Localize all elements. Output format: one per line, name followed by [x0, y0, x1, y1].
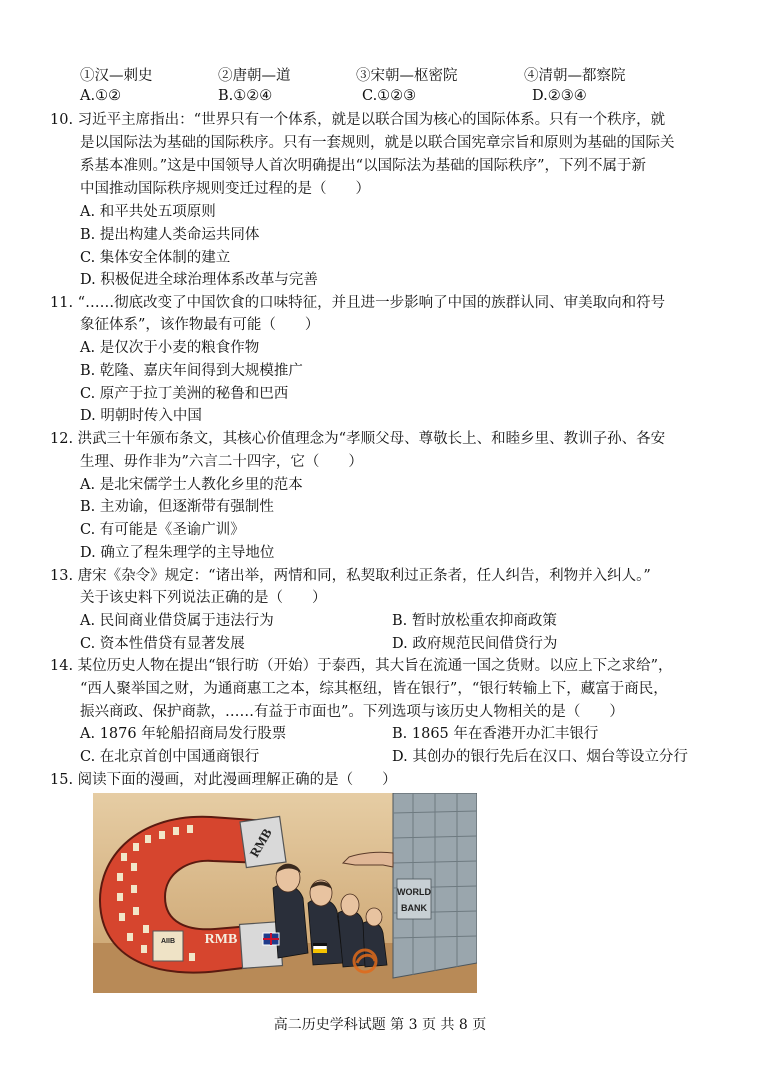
q11-stem-line-2: 象征体系”，该作物最有可能（ ） — [80, 317, 320, 333]
q10-stem-line-3: 系基本准则。”这是中国领导人首次明确提出“以国际法为基础的国际秩序”，下列不属于新 — [80, 158, 646, 174]
page-footer: 高二历史学科试题 第 3 页 共 8 页 — [273, 1017, 487, 1033]
cartoon-drawing — [93, 793, 477, 993]
q14-stem-line-2: “西人聚举国之财，为通商惠工之本，综其枢纽，皆在银行”，“银行转输上下，藏富于商民， — [80, 681, 668, 697]
q13-stem-line-1: 13. 唐宋《杂令》规定：“诸出举，两情和同，私契取利过正条者，任人纠告，利物并入纠人。” — [50, 568, 651, 584]
cartoon-illustration — [93, 793, 477, 993]
q11-option-d: D. 明朝时传入中国 — [80, 408, 202, 424]
aiib-label: AIIB — [161, 938, 175, 945]
q9-option-c: C.①②③ — [362, 88, 417, 104]
q11-stem-line-1: 11. “……彻底改变了中国饮食的口味特征，并且进一步影响了中国的族群认同、审美取向和符号 — [50, 295, 666, 311]
q11-option-a: A. 是仅次于小麦的粮食作物 — [80, 340, 260, 356]
q13-option-a: A. 民间商业借贷属于违法行为 — [80, 613, 274, 629]
q14-option-b: B. 1865 年在香港开办汇丰银行 — [392, 726, 599, 742]
q9-item-1: ①汉—刺史 — [80, 68, 153, 84]
q13-option-d: D. 政府规范民间借贷行为 — [392, 636, 558, 652]
q10-option-b: B. 提出构建人类命运共同体 — [80, 227, 260, 243]
q12-option-d: D. 确立了程朱理学的主导地位 — [80, 545, 275, 561]
q11-option-b: B. 乾隆、嘉庆年间得到大规模推广 — [80, 363, 303, 379]
bank-label-1: WORLD — [397, 887, 431, 897]
q10-option-d: D. 积极促进全球治理体系改革与完善 — [80, 272, 318, 288]
q10-stem-line-4: 中国推动国际秩序规则变迁过程的是（ ） — [80, 181, 370, 197]
q9-option-b: B.①②④ — [218, 88, 273, 104]
q14-option-d: D. 其创办的银行先后在汉口、烟台等设立分行 — [392, 749, 688, 765]
bank-label-2: BANK — [401, 903, 427, 913]
q10-stem-line-1: 10. 习近平主席指出：“世界只有一个体系，就是以联合国为核心的国际体系。只有一个秩序，就 — [50, 112, 666, 128]
q13-stem-line-2: 关于该史料下列说法正确的是（ ） — [80, 590, 327, 606]
q13-option-c: C. 资本性借贷有显著发展 — [80, 636, 245, 652]
q14-stem-line-1: 14. 某位历史人物在提出“银行昉（开始）于泰西，其大旨在流通一国之货财。以应上下之求给”， — [50, 658, 673, 674]
q10-option-c: C. 集体安全体制的建立 — [80, 250, 231, 266]
magnet-label-bottom: RMB — [204, 932, 238, 947]
q13-option-b: B. 暂时放松重农抑商政策 — [392, 613, 557, 629]
q15-stem: 15. 阅读下面的漫画，对此漫画理解正确的是（ ） — [50, 772, 397, 788]
q9-item-2: ②唐朝—道 — [218, 68, 291, 84]
magnet-label-top: RMB — [246, 825, 275, 860]
q10-option-a: A. 和平共处五项原则 — [80, 204, 216, 220]
q9-option-d: D.②③④ — [532, 88, 587, 104]
q12-option-a: A. 是北宋儒学士人教化乡里的范本 — [80, 477, 303, 493]
q12-stem-line-1: 12. 洪武三十年颁布条文，其核心价值理念为“孝顺父母、尊敬长上、和睦乡里、教训子孙、各安 — [50, 431, 666, 447]
q9-option-a: A.①② — [80, 88, 122, 104]
q14-option-c: C. 在北京首创中国通商银行 — [80, 749, 260, 765]
q10-stem-line-2: 是以国际法为基础的国际秩序。只有一套规则，就是以联合国宪章宗旨和原则为基础的国际关 — [80, 135, 675, 151]
q14-stem-line-3: 振兴商政、保护商款，……有益于市面也”。下列选项与该历史人物相关的是（ ） — [80, 704, 624, 720]
q9-item-4: ④清朝—都察院 — [524, 68, 626, 84]
q11-option-c: C. 原产于拉丁美洲的秘鲁和巴西 — [80, 386, 289, 402]
q12-option-c: C. 有可能是《圣谕广训》 — [80, 522, 245, 538]
q12-option-b: B. 主劝谕，但逐渐带有强制性 — [80, 499, 274, 515]
q14-option-a: A. 1876 年轮船招商局发行股票 — [80, 726, 287, 742]
q12-stem-line-2: 生理、毋作非为”六言二十四字，它（ ） — [80, 454, 363, 470]
q9-item-3: ③宋朝—枢密院 — [356, 68, 458, 84]
